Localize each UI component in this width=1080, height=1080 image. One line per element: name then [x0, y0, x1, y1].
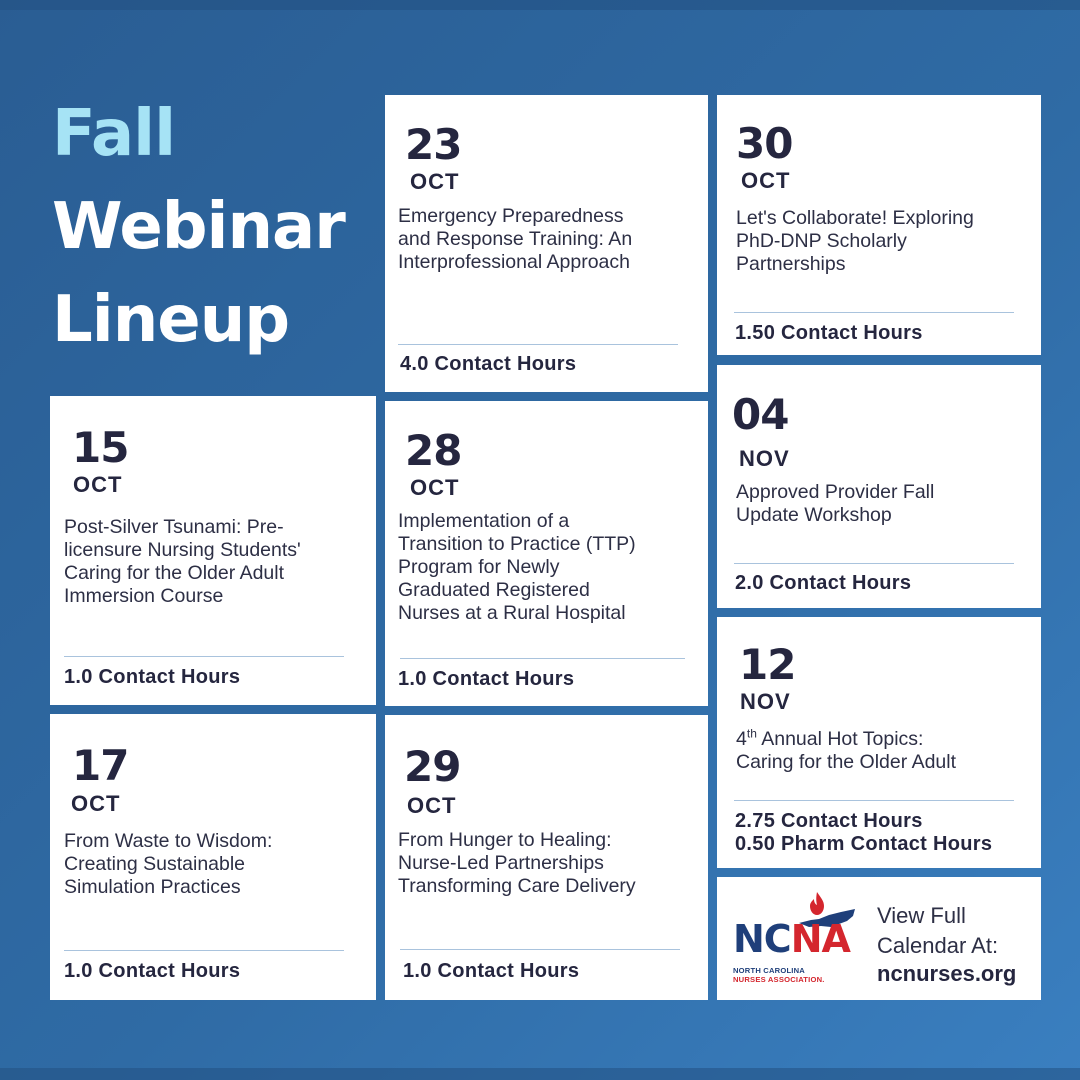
event-day: 23: [405, 120, 462, 169]
event-month: OCT: [71, 791, 121, 816]
event-day: 15: [72, 423, 129, 472]
top-border: [0, 0, 1080, 10]
divider: [400, 949, 680, 950]
event-card-oct-23[interactable]: [385, 95, 708, 392]
ncna-logo: [731, 891, 867, 987]
contact-hours: 1.0 Contact Hours: [64, 960, 241, 982]
event-title: Emergency Preparedness and Response Training: An Interprofessional Approach: [398, 205, 633, 273]
event-day: 12: [739, 640, 796, 689]
event-title: Let's Collaborate! Exploring PhD-DNP Scholarly Partnerships: [736, 207, 974, 275]
contact-hours: 4.0 Contact Hours: [400, 353, 577, 375]
divider: [400, 658, 685, 659]
bottom-border: [0, 1068, 1080, 1080]
logo-subtitle-line2: NURSES ASSOCIATION.: [733, 975, 825, 984]
event-card-oct-17[interactable]: [50, 714, 376, 1000]
event-title: Post-Silver Tsunami: Pre- licensure Nursing Students' Caring for the Older Adult Immersion Course: [64, 516, 301, 607]
divider: [64, 656, 344, 657]
title-line-lineup: Lineup: [52, 283, 290, 357]
event-month: OCT: [73, 472, 123, 497]
event-title: Approved Provider Fall Update Workshop: [736, 481, 935, 526]
event-month: OCT: [407, 793, 457, 818]
contact-hours: 2.75 Contact Hours: [735, 810, 923, 832]
event-day: 04: [732, 390, 789, 439]
divider: [398, 344, 678, 345]
event-month: NOV: [739, 446, 790, 471]
pharm-contact-hours: 0.50 Pharm Contact Hours: [735, 833, 993, 855]
contact-hours: 1.0 Contact Hours: [403, 960, 580, 982]
event-day: 29: [404, 742, 461, 791]
event-day: 17: [72, 741, 129, 790]
event-day: 28: [405, 426, 462, 475]
event-month: OCT: [741, 168, 791, 193]
divider: [734, 800, 1014, 801]
event-title: Implementation of a Transition to Practice (TTP) Program for Newly Graduated Registered Nurses at a Rural Hospital: [398, 510, 636, 624]
event-title: From Hunger to Healing: Nurse-Led Partnerships Transforming Care Delivery: [398, 829, 636, 897]
title-line-fall: Fall: [52, 97, 176, 171]
event-card-oct-29[interactable]: [385, 715, 708, 1000]
contact-hours: 1.0 Contact Hours: [64, 666, 241, 688]
divider: [734, 312, 1014, 313]
page-title: [52, 88, 345, 367]
ncna-info-card: [717, 877, 1041, 1000]
event-day: 30: [736, 119, 793, 168]
divider: [734, 563, 1014, 564]
event-card-oct-15[interactable]: [50, 396, 376, 705]
event-card-oct-28[interactable]: [385, 401, 708, 706]
title-line-webinar: Webinar: [52, 190, 345, 264]
divider: [64, 950, 344, 951]
event-month: NOV: [740, 689, 791, 714]
event-title: From Waste to Wisdom: Creating Sustainable Simulation Practices: [64, 830, 273, 898]
calendar-cta: View Full Calendar At:: [877, 903, 999, 958]
logo-wordmark: NCNA: [733, 917, 850, 961]
event-month: OCT: [410, 475, 460, 500]
contact-hours: 1.50 Contact Hours: [735, 322, 923, 344]
event-card-oct-30[interactable]: [717, 95, 1041, 355]
event-card-nov-12[interactable]: [717, 617, 1041, 868]
event-card-nov-04[interactable]: [717, 365, 1041, 608]
event-title: 4th Annual Hot Topics: Caring for the Older Adult: [736, 726, 957, 773]
contact-hours: 1.0 Contact Hours: [398, 668, 575, 690]
event-month: OCT: [410, 169, 460, 194]
website-link[interactable]: ncnurses.org: [877, 961, 1017, 986]
logo-subtitle-line1: NORTH CAROLINA: [733, 966, 805, 975]
contact-hours: 2.0 Contact Hours: [735, 572, 912, 594]
